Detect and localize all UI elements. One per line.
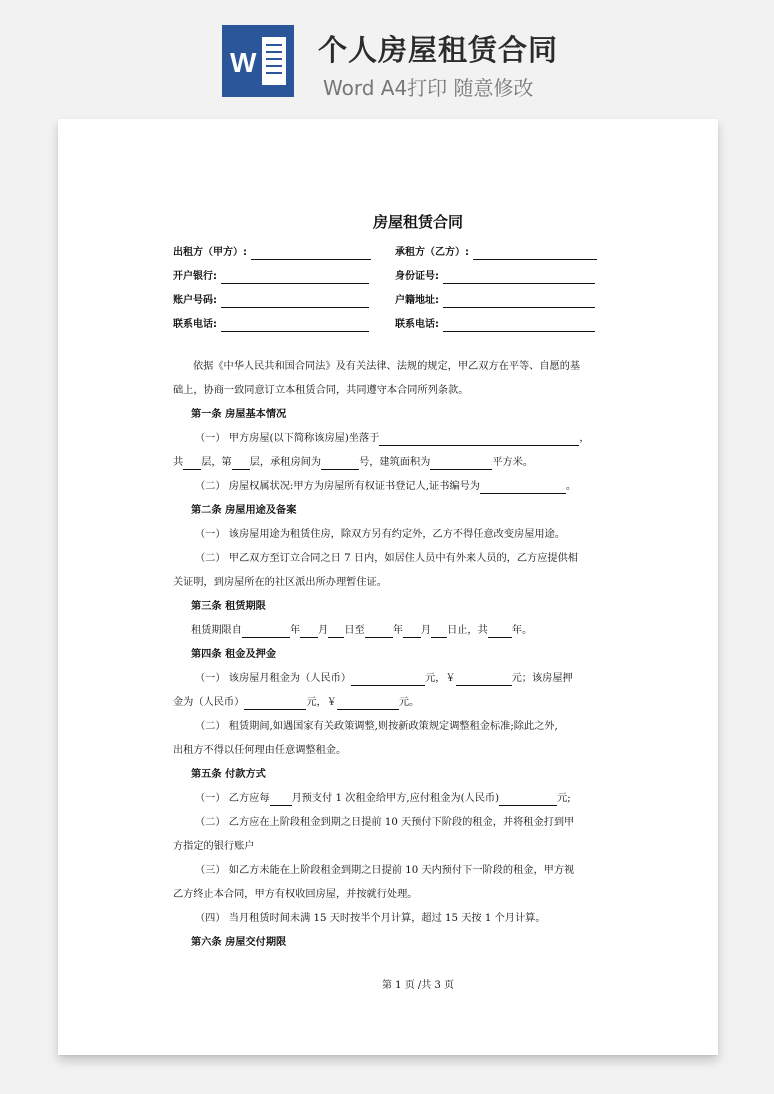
article-1-para-1: （一） 甲方房屋(以下简称该房屋)坐落于 ，	[195, 433, 590, 444]
article-2-para-1: （一） 该房屋用途为租赁住房，除双方另有约定外，乙方不得任意改变房屋用途。	[195, 529, 565, 540]
article-1-title: 第一条 房屋基本情况	[191, 409, 287, 420]
article-5-para-6: （四） 当月租赁时间未满 15 天时按半个月计算，超过 15 天按 1 个月计算。	[195, 913, 546, 924]
article-2-para-3: 关证明，到房屋所在的社区派出所办理暂住证。	[173, 577, 387, 588]
page-number-footer: 第 1 页 /共 3 页	[382, 980, 454, 991]
banner	[0, 0, 774, 110]
lessee-field[interactable]: 承租方（乙方）:	[395, 246, 597, 260]
lessor-field[interactable]: 出租方（甲方）:	[173, 246, 371, 260]
article-3-title: 第三条 租赁期限	[191, 601, 266, 612]
document-title: 房屋租赁合同	[372, 213, 463, 231]
lessee-phone-field[interactable]: 联系电话:	[395, 318, 595, 332]
article-2-para-2: （二） 甲乙双方至订立合同之日 7 日内，如居住人员中有外来人员的，乙方应提供相	[195, 553, 578, 564]
article-4-para-4: 出租方不得以任何理由任意调整租金。	[173, 745, 347, 756]
id-number-field[interactable]: 身份证号:	[395, 270, 595, 284]
intro-line-2: 础上，协商一致同意订立本租赁合同，共同遵守本合同所列条款。	[173, 385, 469, 396]
intro-line-1: 依据《中华人民共和国合同法》及有关法律、法规的规定，甲乙双方在平等、自愿的基	[193, 361, 581, 372]
article-2-title: 第二条 房屋用途及备案	[191, 505, 297, 516]
banner-title: 个人房屋租赁合同	[318, 33, 559, 67]
article-1-para-2: 共 层，第 层，承租房间为 号，建筑面积为 平方米。	[173, 457, 534, 468]
article-4-para-1: （一） 该房屋月租金为（人民币） 元，￥ 元；该房屋押	[195, 673, 573, 684]
article-5-para-2: （二） 乙方应在上阶段租金到期之日提前 10 天预付下阶段的租金，并将租金打到甲	[195, 817, 575, 828]
article-4-para-2: 金为（人民币） 元，￥ 元。	[173, 697, 420, 708]
bank-field[interactable]: 开户银行:	[173, 270, 369, 284]
word-document-icon	[222, 25, 294, 97]
article-5-para-1: （一） 乙方应每 月预支付 1 次租金给甲方,应付租金为(人民币) 元;	[195, 793, 571, 804]
svg-text:W: W	[230, 47, 257, 78]
household-address-field[interactable]: 户籍地址:	[395, 294, 595, 308]
article-3-para-1: 租赁期限自 年 月 日至 年 月 日止，共 年。	[191, 625, 533, 636]
banner-subtitle: Word A4打印 随意修改	[323, 76, 534, 100]
article-1-para-3: （二） 房屋权属状况:甲方为房屋所有权证书登记人,证书编号为 。	[195, 481, 577, 492]
document-page	[58, 119, 718, 1055]
article-4-title: 第四条 租金及押金	[191, 649, 277, 660]
article-5-para-3: 方指定的银行账户	[173, 841, 255, 852]
lessor-phone-field[interactable]: 联系电话:	[173, 318, 369, 332]
article-5-title: 第五条 付款方式	[191, 769, 266, 780]
article-5-para-5: 乙方终止本合同，甲方有权收回房屋，并按就行处理。	[173, 889, 418, 900]
article-5-para-4: （三） 如乙方未能在上阶段租金到期之日提前 10 天内预付下一阶段的租金，甲方视	[195, 865, 575, 876]
article-6-title: 第六条 房屋交付期限	[191, 937, 287, 948]
account-field[interactable]: 账户号码:	[173, 294, 369, 308]
article-4-para-3: （二） 租赁期间,如遇国家有关政策调整,则按新政策规定调整租金标准;除此之外,	[195, 721, 558, 732]
